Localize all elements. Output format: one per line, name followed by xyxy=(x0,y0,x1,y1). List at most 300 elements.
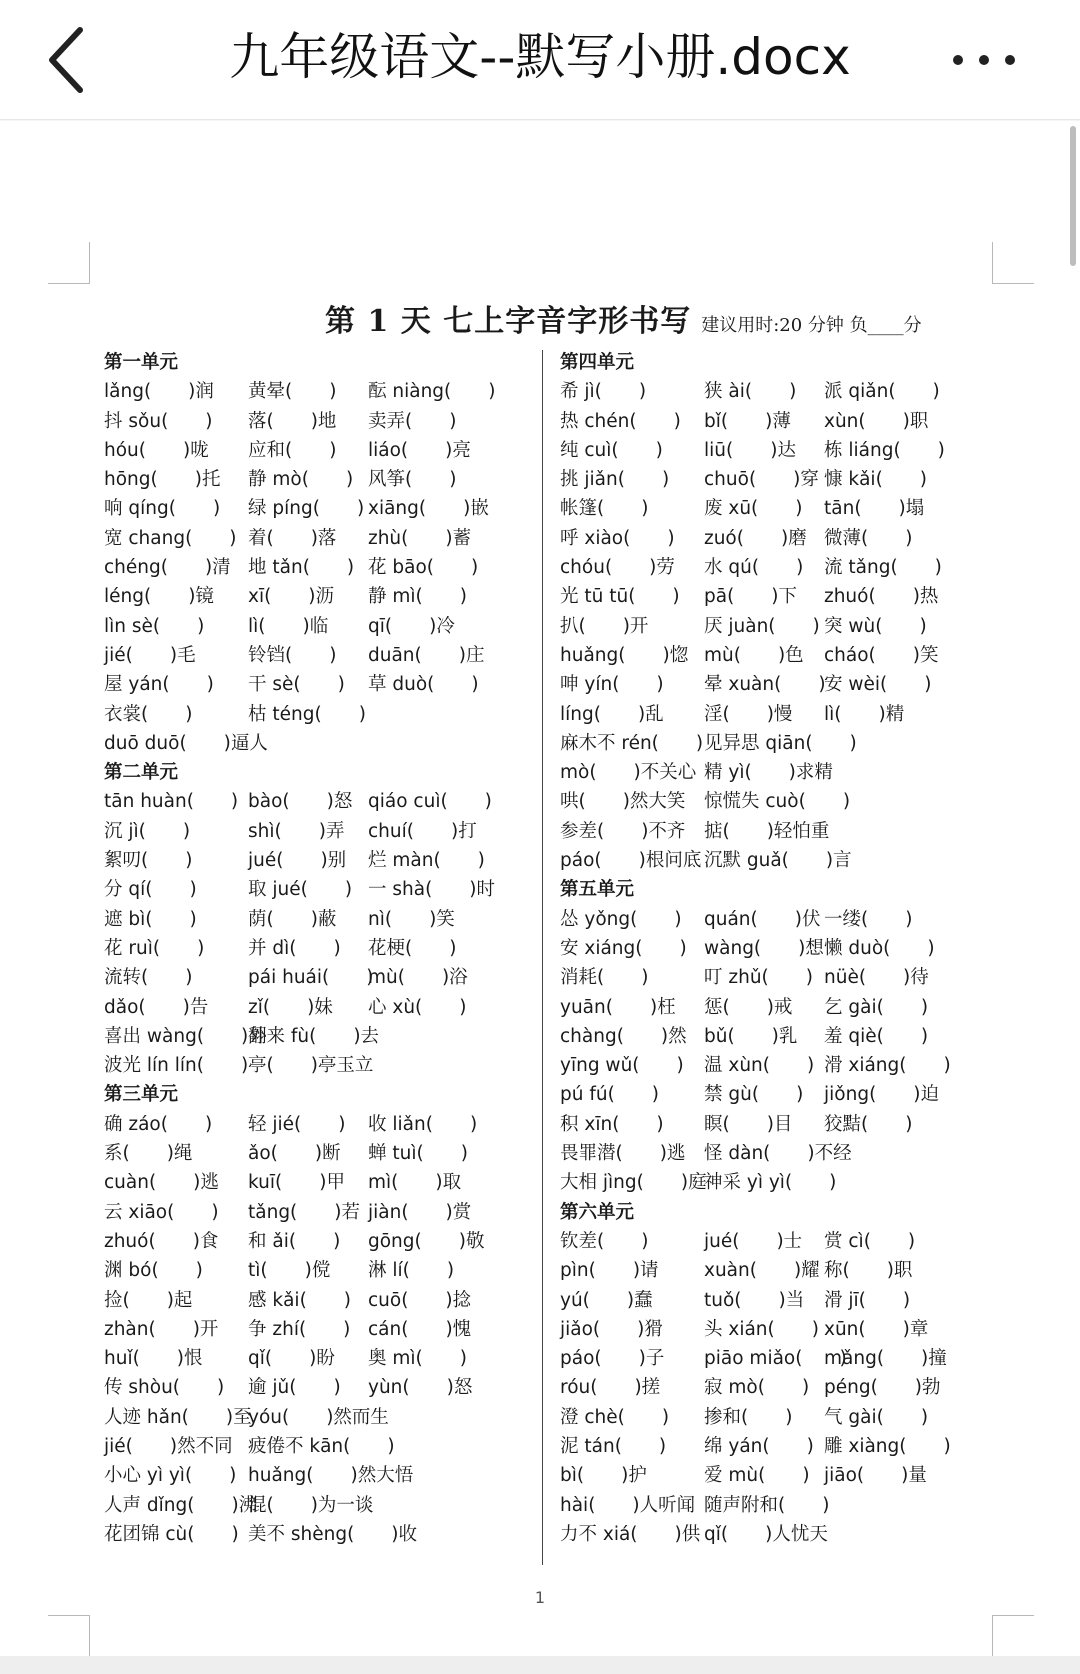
exercise-item: nüè( )待 xyxy=(824,967,929,989)
exercise-item: 滑 jī( ) xyxy=(824,1289,911,1311)
exercise-item: 怪 dàn( )不经 xyxy=(704,1143,852,1165)
exercise-row xyxy=(560,524,990,553)
exercise-row xyxy=(104,1432,534,1461)
exercise-item: 荫( )蔽 xyxy=(248,908,337,930)
exercise-item: 慷 kǎi( ) xyxy=(824,469,928,491)
exercise-item: shì( )弄 xyxy=(248,820,345,842)
exercise-item: 微薄( ) xyxy=(824,527,913,549)
exercise-item: gōng( )敬 xyxy=(368,1230,485,1252)
chevron-left-icon xyxy=(40,20,100,100)
exercise-item: 淫( )慢 xyxy=(704,703,793,725)
exercise-item: 安 wèi( ) xyxy=(824,674,932,696)
exercise-item: 纯 cuì( ) xyxy=(560,439,663,461)
exercise-item: bì( )护 xyxy=(560,1465,647,1487)
exercise-row xyxy=(104,1373,534,1402)
exercise-item: 希 jì( ) xyxy=(560,381,647,403)
exercise-item: mù( )浴 xyxy=(368,967,468,989)
exercise-item: 轻 jié( ) xyxy=(248,1113,346,1135)
exercise-item: xī( )沥 xyxy=(248,586,335,608)
exercise-row xyxy=(104,1110,534,1139)
exercise-item: 厌 juàn( ) xyxy=(704,615,820,637)
exercise-item: 突 wù( ) xyxy=(824,615,927,637)
exercise-item: 沉默 guǎ( )言 xyxy=(704,850,852,872)
exercise-item: 随声附和( ) xyxy=(704,1494,830,1516)
exercise-item: 扒( )开 xyxy=(560,615,649,637)
exercise-row xyxy=(104,1051,534,1080)
exercise-item: wàng( )想 xyxy=(704,937,824,959)
exercise-row xyxy=(104,1286,534,1315)
exercise-row xyxy=(104,1256,534,1285)
exercise-item: qǐ( )人忧天 xyxy=(704,1523,828,1545)
exercise-item: cuàn( )逃 xyxy=(104,1172,219,1194)
exercise-item: 叮 zhǔ( ) xyxy=(704,967,813,989)
exercise-item: zhàn( )开 xyxy=(104,1318,219,1340)
exercise-item: pìn( )请 xyxy=(560,1260,659,1282)
bottom-strip xyxy=(0,1656,1080,1674)
exercise-item: 畏罪潜( )逃 xyxy=(560,1143,686,1165)
right-column xyxy=(560,348,990,1549)
exercise-item: yīng wǔ( ) xyxy=(560,1055,684,1077)
section-heading: 第六单元 xyxy=(560,1201,635,1223)
exercise-item: lìn sè( ) xyxy=(104,615,205,637)
exercise-item: péng( )勃 xyxy=(824,1377,941,1399)
exercise-item: 雕 xiàng( ) xyxy=(824,1435,951,1457)
exercise-row xyxy=(104,407,534,436)
exercise-item: 水 qú( ) xyxy=(704,557,804,579)
exercise-row xyxy=(104,963,534,992)
exercise-item: bǐ( )薄 xyxy=(704,410,791,432)
exercise-row xyxy=(560,758,990,787)
exercise-row xyxy=(104,1315,534,1344)
worksheet-subtitle: 建议用时:20 分钟 负____分 xyxy=(701,315,922,336)
exercise-item: 见异思 qiān( ) xyxy=(704,732,857,754)
document-title: 九年级语文--默写小册.docx xyxy=(229,28,851,86)
exercise-row xyxy=(104,1344,534,1373)
exercise-row xyxy=(560,494,990,523)
exercise-item: 大相 jìng( )庭 xyxy=(560,1172,707,1194)
exercise-row xyxy=(560,700,990,729)
exercise-row xyxy=(560,787,990,816)
exercise-item: 静 mò( ) xyxy=(248,469,354,491)
exercise-item: xuàn( )耀 xyxy=(704,1260,820,1282)
exercise-item: yóu( )然而生 xyxy=(248,1406,389,1428)
exercise-item: páo( )子 xyxy=(560,1348,665,1370)
worksheet-title: 第 1 天 七上字音字形书写 xyxy=(325,304,692,339)
exercise-row xyxy=(104,612,534,641)
exercise-item: jié( )毛 xyxy=(104,644,196,666)
exercise-item: 挑 jiǎn( ) xyxy=(560,469,670,491)
exercise-item: 花 ruì( ) xyxy=(104,937,205,959)
exercise-item: yuān( )枉 xyxy=(560,996,676,1018)
exercise-item: léng( )镜 xyxy=(104,586,214,608)
exercise-row xyxy=(560,1491,990,1520)
exercise-item: lì( )精 xyxy=(824,703,905,725)
exercise-row xyxy=(104,905,534,934)
exercise-item: qī( )冷 xyxy=(368,615,455,637)
exercise-item: 分 qí( ) xyxy=(104,879,197,901)
exercise-item: 云 xiāo( ) xyxy=(104,1201,219,1223)
exercise-row xyxy=(104,1168,534,1197)
exercise-item: 枯 téng( ) xyxy=(248,703,366,725)
exercise-item: 麻木不 rén( ) xyxy=(560,732,704,754)
exercise-item: 温 xùn( ) xyxy=(704,1055,815,1077)
exercise-row xyxy=(560,1344,990,1373)
exercise-item: 狡黠( ) xyxy=(824,1113,913,1135)
exercise-item: 争 zhí( ) xyxy=(248,1318,351,1340)
exercise-row xyxy=(560,377,990,406)
exercise-row xyxy=(560,407,990,436)
exercise-item: 派 qiǎn( ) xyxy=(824,381,940,403)
exercise-item: 怂 yǒng( ) xyxy=(560,908,682,930)
exercise-item: yùn( )怒 xyxy=(368,1377,473,1399)
exercise-item: 称( )职 xyxy=(824,1260,913,1282)
page-number: 1 xyxy=(534,1588,546,1607)
left-column xyxy=(104,348,534,1549)
exercise-item: 乞 gài( ) xyxy=(824,996,929,1018)
exercise-item: 确 záo( ) xyxy=(104,1113,213,1135)
exercise-item: 衣裳( ) xyxy=(104,703,193,725)
exercise-item: 瞑( )目 xyxy=(704,1113,793,1135)
exercise-item: 干 sè( ) xyxy=(248,674,345,696)
section-heading: 第五单元 xyxy=(560,879,635,901)
exercise-row xyxy=(104,1139,534,1168)
exercise-row xyxy=(104,1491,534,1520)
exercise-row xyxy=(560,612,990,641)
exercise-item: 澄 chè( ) xyxy=(560,1406,670,1428)
exercise-item: 狭 ài( ) xyxy=(704,381,797,403)
exercise-item: 捡( )起 xyxy=(104,1289,193,1311)
worksheet-heading xyxy=(325,296,922,340)
exercise-row xyxy=(560,436,990,465)
exercise-item: 收 liǎn( ) xyxy=(368,1113,478,1135)
exercise-row xyxy=(104,524,534,553)
exercise-row xyxy=(560,993,990,1022)
exercise-item: 黄晕( ) xyxy=(248,381,337,403)
exercise-item: huǐ( )恨 xyxy=(104,1348,203,1370)
exercise-item: ǎo( )断 xyxy=(248,1143,341,1165)
exercise-item: 赏 cì( ) xyxy=(824,1230,916,1252)
exercise-item: cháo( )笑 xyxy=(824,644,939,666)
exercise-item: 绿 píng( ) xyxy=(248,498,365,520)
exercise-row xyxy=(560,1110,990,1139)
exercise-row xyxy=(104,641,534,670)
exercise-item: jué( )士 xyxy=(704,1230,803,1252)
exercise-item: chuí( )打 xyxy=(368,820,477,842)
exercise-item: duān( )庄 xyxy=(368,644,485,666)
exercise-item: 光 tū tū( ) xyxy=(560,586,680,608)
exercise-item: 传 shòu( ) xyxy=(104,1377,225,1399)
exercise-row xyxy=(560,1080,990,1109)
exercise-item: 铃铛( ) xyxy=(248,644,337,666)
exercise-item: 钦差( ) xyxy=(560,1230,649,1252)
exercise-item: quán( )伏 xyxy=(704,908,821,930)
exercise-item: 爱 mù( ) xyxy=(704,1465,810,1487)
exercise-item: 泥 tán( ) xyxy=(560,1435,667,1457)
exercise-row xyxy=(104,553,534,582)
exercise-item: 絮叨( ) xyxy=(104,850,193,872)
exercise-item: 绵 yán( ) xyxy=(704,1435,814,1457)
exercise-item: 遮 bì( ) xyxy=(104,908,197,930)
exercise-row xyxy=(560,670,990,699)
exercise-item: xùn( )职 xyxy=(824,410,929,432)
exercise-row xyxy=(104,846,534,875)
section-heading: 第三单元 xyxy=(104,1084,179,1106)
exercise-row xyxy=(560,1432,990,1461)
column-divider xyxy=(542,350,543,1565)
exercise-item: 疲倦不 kān( ) xyxy=(248,1435,395,1457)
exercise-item: liū( )达 xyxy=(704,439,796,461)
exercise-row xyxy=(104,377,534,406)
exercise-item: 花梗( ) xyxy=(368,937,457,959)
exercise-item: 热 chén( ) xyxy=(560,410,681,432)
exercise-item: 静 mì( ) xyxy=(368,586,467,608)
exercise-row xyxy=(560,905,990,934)
exercise-row xyxy=(104,787,534,816)
exercise-item: bào( )怒 xyxy=(248,791,353,813)
exercise-row xyxy=(104,494,534,523)
exercise-item: 屋 yán( ) xyxy=(104,674,214,696)
exercise-item: 掺和( ) xyxy=(704,1406,793,1428)
exercise-item: 惩( )戒 xyxy=(704,996,793,1018)
exercise-item: jué( )别 xyxy=(248,850,347,872)
exercise-row xyxy=(104,817,534,846)
exercise-item: róu( )搓 xyxy=(560,1377,661,1399)
exercise-item: 地 tǎn( ) xyxy=(248,557,355,579)
exercise-item: tì( )傥 xyxy=(248,1260,331,1282)
exercise-item: 呼 xiào( ) xyxy=(560,527,675,549)
exercise-item: 风筝( ) xyxy=(368,469,457,491)
section-heading: 第二单元 xyxy=(104,762,179,784)
exercise-item: 安 xiáng( ) xyxy=(560,937,687,959)
exercise-item: 和 ǎi( ) xyxy=(248,1230,341,1252)
exercise-item: 蝉 tuì( ) xyxy=(368,1143,468,1165)
top-bar xyxy=(0,0,1080,120)
exercise-row xyxy=(560,1168,990,1197)
exercise-row xyxy=(104,1198,534,1227)
exercise-item: cuō( )捻 xyxy=(368,1289,472,1311)
exercise-row xyxy=(560,1286,990,1315)
crop-mark-top-right xyxy=(992,242,1034,284)
exercise-item: páo( )根问底 xyxy=(560,850,702,872)
exercise-item: 一 shà( )时 xyxy=(368,879,496,901)
exercise-item: hài( )人听闻 xyxy=(560,1494,696,1516)
exercise-item: 滑 xiáng( ) xyxy=(824,1055,951,1077)
more-button[interactable] xyxy=(944,30,1024,90)
exercise-item: 晕 xuàn( ) xyxy=(704,674,826,696)
exercise-item: 心 xù( ) xyxy=(368,996,467,1018)
exercise-item: kuī( )甲 xyxy=(248,1172,345,1194)
exercise-item: 呻 yín( ) xyxy=(560,674,664,696)
exercise-item: qiáo cuì( ) xyxy=(368,791,492,813)
exercise-item: 渊 bó( ) xyxy=(104,1260,203,1282)
exercise-row xyxy=(560,1461,990,1490)
exercise-item: hōng( )托 xyxy=(104,469,221,491)
exercise-item: 感 kǎi( ) xyxy=(248,1289,352,1311)
exercise-row xyxy=(104,934,534,963)
exercise-item: lì( )临 xyxy=(248,615,329,637)
exercise-item: cán( )愧 xyxy=(368,1318,472,1340)
exercise-item: 神采 yì yì( ) xyxy=(704,1172,837,1194)
exercise-row xyxy=(104,582,534,611)
exercise-item: nì( )笑 xyxy=(368,908,455,930)
exercise-item: jiàn( )赏 xyxy=(368,1201,472,1223)
exercise-item: duō duō( )逼人 xyxy=(104,732,268,754)
exercise-item: 哄( )然大笑 xyxy=(560,791,686,813)
exercise-item: 抖 sǒu( ) xyxy=(104,410,213,432)
exercise-item: liáo( )亮 xyxy=(368,439,471,461)
exercise-item: mò( )不关心 xyxy=(560,762,697,784)
exercise-item: 卖弄( ) xyxy=(368,410,457,432)
exercise-item: jiǒng( )迫 xyxy=(824,1084,940,1106)
crop-mark-bottom-left xyxy=(48,1615,90,1657)
exercise-item: 头 xián( ) xyxy=(704,1318,819,1340)
exercise-item: zhuó( )食 xyxy=(104,1230,219,1252)
exercise-row xyxy=(560,846,990,875)
exercise-item: tǎng( )若 xyxy=(248,1201,360,1223)
exercise-row xyxy=(104,670,534,699)
exercise-item: 花团锦 cù( ) xyxy=(104,1523,239,1545)
exercise-item: 流 tǎng( ) xyxy=(824,557,942,579)
exercise-item: huǎng( )惚 xyxy=(560,644,689,666)
exercise-row xyxy=(104,729,534,758)
scrollbar-thumb[interactable] xyxy=(1070,126,1076,266)
exercise-row xyxy=(104,700,534,729)
more-horizontal-icon xyxy=(944,30,1024,90)
exercise-row xyxy=(560,1051,990,1080)
exercise-row xyxy=(560,963,990,992)
exercise-item: 应和( ) xyxy=(248,439,337,461)
exercise-row xyxy=(104,1403,534,1432)
exercise-item: jiāo( )量 xyxy=(824,1465,927,1487)
exercise-item: líng( )乱 xyxy=(560,703,664,725)
exercise-item: 花 bāo( ) xyxy=(368,557,479,579)
exercise-item: qǐ( )盼 xyxy=(248,1348,335,1370)
exercise-item: tān huàn( ) xyxy=(104,791,239,813)
exercise-item: 小心 yì yì( ) xyxy=(104,1465,237,1487)
exercise-row xyxy=(104,993,534,1022)
exercise-row xyxy=(104,1227,534,1256)
exercise-item: zuó( )磨 xyxy=(704,527,807,549)
exercise-item: jié( )然不同 xyxy=(104,1435,233,1457)
exercise-row xyxy=(104,875,534,904)
exercise-item: 沉 jì( ) xyxy=(104,820,191,842)
exercise-row xyxy=(104,1461,534,1490)
exercise-item: 寂 mò( ) xyxy=(704,1377,810,1399)
exercise-item: 人迹 hǎn( )至 xyxy=(104,1406,252,1428)
exercise-row xyxy=(104,436,534,465)
exercise-item: 宽 chang( ) xyxy=(104,527,237,549)
back-button[interactable] xyxy=(40,20,100,100)
exercise-row xyxy=(560,465,990,494)
exercise-item: 奥 mì( ) xyxy=(368,1348,467,1370)
exercise-row xyxy=(104,1520,534,1549)
exercise-item: xūn( )章 xyxy=(824,1318,929,1340)
exercise-item: 酝 niàng( ) xyxy=(368,381,496,403)
exercise-item: 人声 dǐng( )沸 xyxy=(104,1494,258,1516)
exercise-item: 参差( )不齐 xyxy=(560,820,686,842)
exercise-row xyxy=(104,465,534,494)
exercise-item: 积 xīn( ) xyxy=(560,1113,664,1135)
exercise-item: 流转( ) xyxy=(104,967,193,989)
exercise-item: 波光 lín lín( ) xyxy=(104,1055,249,1077)
exercise-item: pái huái( ) xyxy=(248,967,374,989)
exercise-row xyxy=(560,1227,990,1256)
exercise-item: 禁 gù( ) xyxy=(704,1084,804,1106)
exercise-item: 烂 màn( ) xyxy=(368,850,485,872)
exercise-item: tān( )塌 xyxy=(824,498,925,520)
exercise-row xyxy=(560,817,990,846)
exercise-row xyxy=(104,1022,534,1051)
exercise-item: zhù( )蓄 xyxy=(368,527,472,549)
exercise-item: jiǎo( )猾 xyxy=(560,1318,663,1340)
exercise-row xyxy=(560,934,990,963)
exercise-item: chéng( )清 xyxy=(104,557,231,579)
exercise-item: 系( )绳 xyxy=(104,1143,193,1165)
exercise-item: chuō( )穿 xyxy=(704,469,819,491)
exercise-item: 懒 duò( ) xyxy=(824,937,935,959)
exercise-item: xiāng( )嵌 xyxy=(368,498,489,520)
exercise-item: 气 gài( ) xyxy=(824,1406,929,1428)
exercise-row xyxy=(560,729,990,758)
exercise-item: 一缕( ) xyxy=(824,908,913,930)
exercise-item: 消耗( ) xyxy=(560,967,649,989)
exercise-item: yú( )蠢 xyxy=(560,1289,653,1311)
exercise-item: mì( )取 xyxy=(368,1172,462,1194)
exercise-item: tuǒ( )当 xyxy=(704,1289,805,1311)
exercise-item: 废 xū( ) xyxy=(704,498,803,520)
exercise-item: piāo miǎo( ) xyxy=(704,1348,847,1370)
crop-mark-top-left xyxy=(48,242,90,284)
exercise-item: 响 qíng( ) xyxy=(104,498,221,520)
exercise-item: 落( )地 xyxy=(248,410,337,432)
exercise-item: 着( )落 xyxy=(248,527,337,549)
exercise-item: 逾 jǔ( ) xyxy=(248,1377,341,1399)
exercise-item: 栋 liáng( ) xyxy=(824,439,945,461)
exercise-row xyxy=(560,1373,990,1402)
exercise-item: zǐ( )妹 xyxy=(248,996,333,1018)
exercise-row xyxy=(560,582,990,611)
exercise-item: dǎo( )告 xyxy=(104,996,209,1018)
exercise-item: 掂( )轻怕重 xyxy=(704,820,830,842)
exercise-item: lǎng( )润 xyxy=(104,381,214,403)
exercise-item: bǔ( )乳 xyxy=(704,1025,798,1047)
exercise-item: 羞 qiè( ) xyxy=(824,1025,929,1047)
exercise-row xyxy=(560,1022,990,1051)
exercise-item: pā( )下 xyxy=(704,586,798,608)
exercise-item: 帐篷( ) xyxy=(560,498,649,520)
exercise-item: 取 jué( ) xyxy=(248,879,353,901)
exercise-item: 亭( )亭玉立 xyxy=(248,1055,374,1077)
exercise-row xyxy=(560,641,990,670)
exercise-item: chàng( )然 xyxy=(560,1025,687,1047)
exercise-row xyxy=(560,1520,990,1549)
exercise-row xyxy=(560,1256,990,1285)
exercise-row xyxy=(560,1403,990,1432)
exercise-row xyxy=(560,1139,990,1168)
exercise-item: 并 dì( ) xyxy=(248,937,341,959)
exercise-row xyxy=(560,1315,990,1344)
exercise-item: mǎng( )撞 xyxy=(824,1348,947,1370)
section-heading: 第四单元 xyxy=(560,352,635,373)
exercise-item: huǎng( )然大悟 xyxy=(248,1465,414,1487)
exercise-item: 惊慌失 cuò( ) xyxy=(704,791,851,813)
exercise-row xyxy=(560,553,990,582)
crop-mark-bottom-right xyxy=(992,1615,1034,1657)
exercise-item: 精 yì( )求精 xyxy=(704,762,833,784)
exercise-item: 美不 shèng( )收 xyxy=(248,1523,418,1545)
exercise-item: pú fú( ) xyxy=(560,1084,660,1106)
exercise-item: hóu( )咙 xyxy=(104,439,209,461)
